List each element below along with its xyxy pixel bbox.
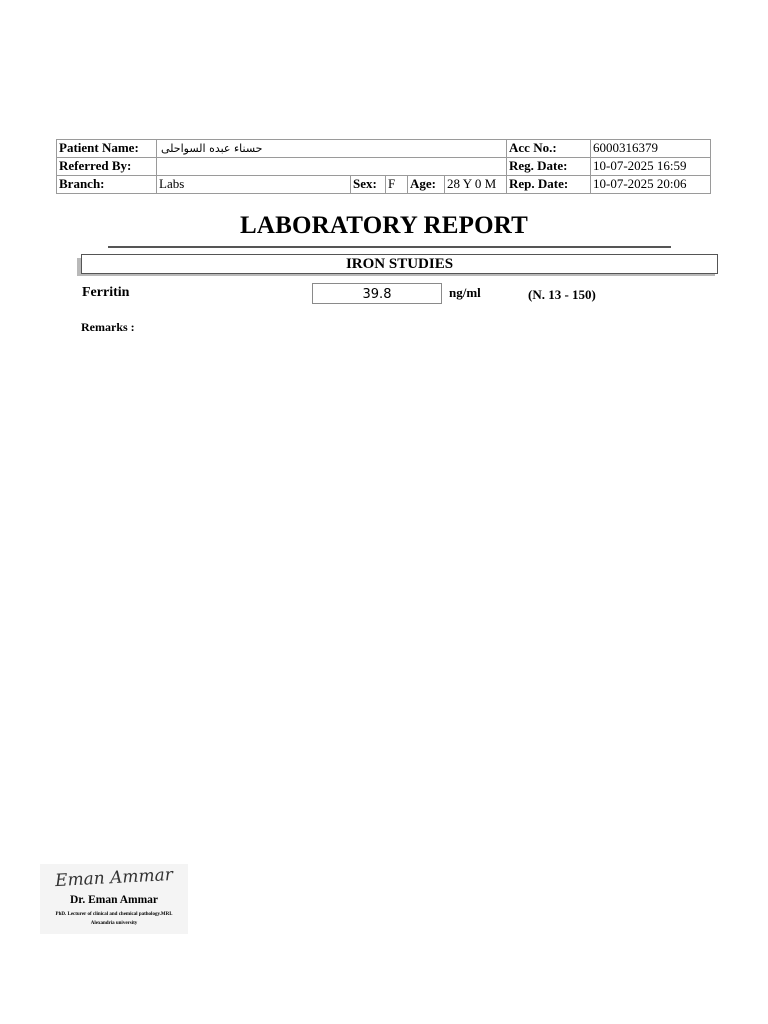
reg-date-label: Reg. Date: [507,158,591,176]
section-header: IRON STUDIES [81,254,718,274]
branch-value: Labs [157,176,351,194]
test-result-value: 39.8 [312,283,442,304]
referred-by-label: Referred By: [57,158,157,176]
report-title: LABORATORY REPORT [239,212,529,239]
age-label: Age: [408,176,445,194]
referred-by-value [157,158,507,176]
age-value: 28 Y 0 M [445,176,507,194]
test-reference-range: (N. 13 - 150) [528,287,596,302]
signer-title: PhD. Lecturer of clinical and chemical pathology.MRI. [55,912,173,917]
remarks-label: Remarks : [81,320,135,334]
branch-row [57,176,711,194]
signer-name: Dr. Eman Ammar [69,894,159,906]
sex-value: F [386,176,408,194]
test-unit: ng/ml [449,285,481,300]
patient-name-label: Patient Name: [57,140,157,158]
signature-block [40,864,188,934]
patient-row [57,140,711,158]
test-name: Ferritin [82,285,130,300]
reg-date-value: 10-07-2025 16:59 [591,158,711,176]
patient-info-table [56,139,711,194]
sex-label: Sex: [351,176,386,194]
rep-date-label: Rep. Date: [507,176,591,194]
handwritten-signature: Eman Ammar [54,864,174,892]
rep-date-value: 10-07-2025 20:06 [591,176,711,194]
signer-university: Alexandria university [90,921,138,926]
acc-no-value: 6000316379 [591,140,711,158]
acc-no-label: Acc No.: [507,140,591,158]
patient-name-cell [157,140,507,158]
referred-row [57,158,711,176]
title-divider [108,246,671,248]
branch-label: Branch: [57,176,157,194]
patient-name-value: حسناء عبده السواحلى [161,142,263,155]
